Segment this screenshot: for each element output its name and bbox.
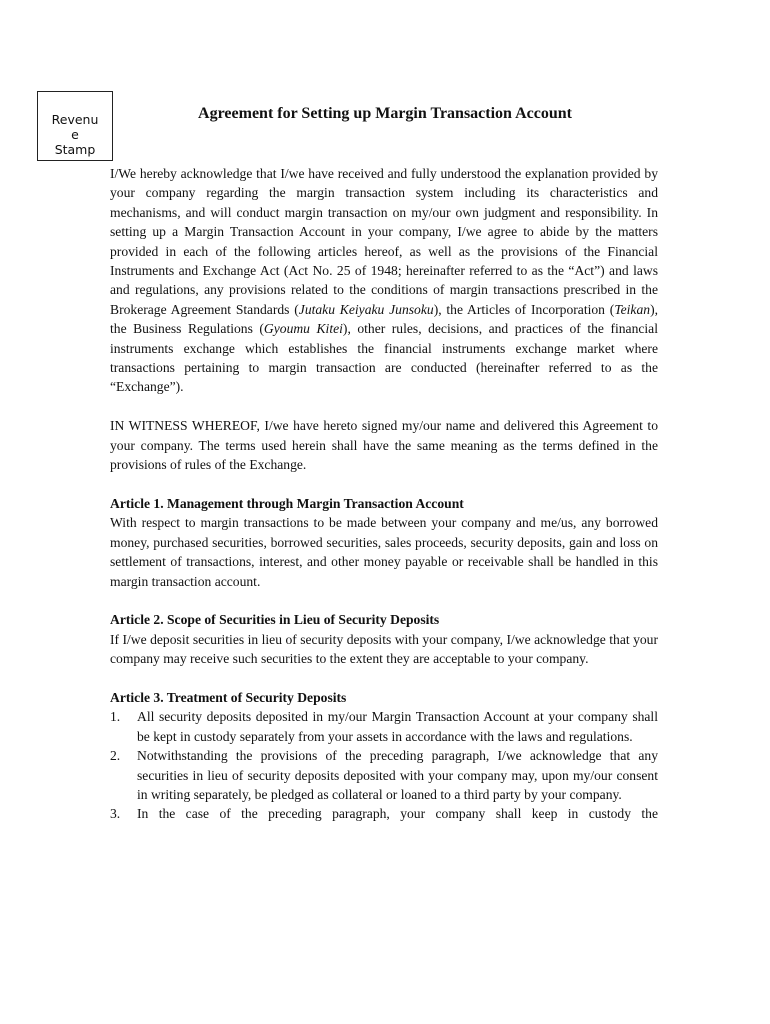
intro-text-d: ), other rules, decisions, and practices of the financial instruments exchange which establishes the financial instruments exchange market where transactions pertaining to margin transaction are conducted (hereinafter referred to as the “Exchange”). bbox=[110, 321, 658, 395]
item-number: 3. bbox=[110, 806, 121, 822]
article-3-heading: Article 3. Treatment of Security Deposits bbox=[110, 689, 347, 705]
list-item bbox=[110, 707, 658, 746]
intro-term-gyoumu: Gyoumu Kitei bbox=[263, 321, 343, 337]
intro-text-b: ), the Articles of Incorporation ( bbox=[433, 301, 615, 317]
intro-paragraph-2: IN WITNESS WHEREOF, I/we have hereto signed my/our name and delivered this Agreement to your company. The terms used herein shall have the same meaning as the terms defined in the provisions of rules of the Exchange. bbox=[110, 418, 658, 473]
item-number: 1. bbox=[110, 709, 121, 725]
intro-term-teikan: Teikan bbox=[614, 301, 651, 317]
document-title: Agreement for Setting up Margin Transaction Account bbox=[198, 105, 572, 122]
item-text: In the case of the preceding paragraph, your company shall keep in custody the bbox=[137, 806, 658, 822]
stamp-line-2: e bbox=[71, 127, 79, 142]
article-1-heading: Article 1. Management through Margin Transaction Account bbox=[110, 495, 464, 511]
item-text: All security deposits deposited in my/our Margin Transaction Account at your company shall be kept in custody separately from your assets in accordance with the laws and regulations. bbox=[137, 709, 658, 744]
list-item bbox=[110, 804, 658, 823]
article-2-heading: Article 2. Scope of Securities in Lieu of Security Deposits bbox=[110, 612, 440, 628]
stamp-line-1: Revenu bbox=[51, 112, 99, 127]
intro-text-a: I/We hereby acknowledge that I/we have received and fully understood the explanation provided by your company regarding the margin transaction system including its characteristics and mechanisms, and will conduct margin transaction on my/our own judgment and responsibility. In setting up a Margin Transaction Account in your company, I/we agree to abide by the matters provided in each of the following articles hereof, as well as the provisions of the Financial Instruments and Exchange Act (Act No. 25 of 1948; hereinafter referred to as the “Act”) and laws and regulations, any provisions related to the conditions of margin transactions prescribed in the Brokerage Agreement Standards ( bbox=[110, 166, 658, 317]
intro-paragraph-1 bbox=[110, 164, 658, 397]
intro-text-c: ), the Business Regulations ( bbox=[110, 301, 658, 337]
list-item bbox=[110, 746, 658, 804]
item-number: 2. bbox=[110, 748, 121, 764]
document-body bbox=[110, 164, 658, 824]
revenue-stamp-box bbox=[37, 91, 113, 161]
intro-term-jutaku: Jutaku Keiyaku Junsoku bbox=[298, 301, 434, 317]
item-text: Notwithstanding the provisions of the preceding paragraph, I/we acknowledge that any securities in lieu of security deposits deposited with your company may, upon my/our consent in writing separately, be pledged as collateral or loaned to a third party by your company. bbox=[137, 748, 658, 802]
stamp-line-3: Stamp bbox=[54, 142, 96, 157]
article-3-list bbox=[110, 707, 658, 823]
article-2-text: If I/we deposit securities in lieu of security deposits with your company, I/we acknowledge that your company may receive such securities to the extent they are acceptable to your company. bbox=[110, 631, 658, 667]
article-1-text: With respect to margin transactions to be made between your company and me/us, any borrowed money, purchased securities, borrowed securities, sales proceeds, security deposits, gain and loss on settlement of transactions, interest, and other money payable or receivable shall be handled in this margin transaction account. bbox=[110, 515, 658, 589]
